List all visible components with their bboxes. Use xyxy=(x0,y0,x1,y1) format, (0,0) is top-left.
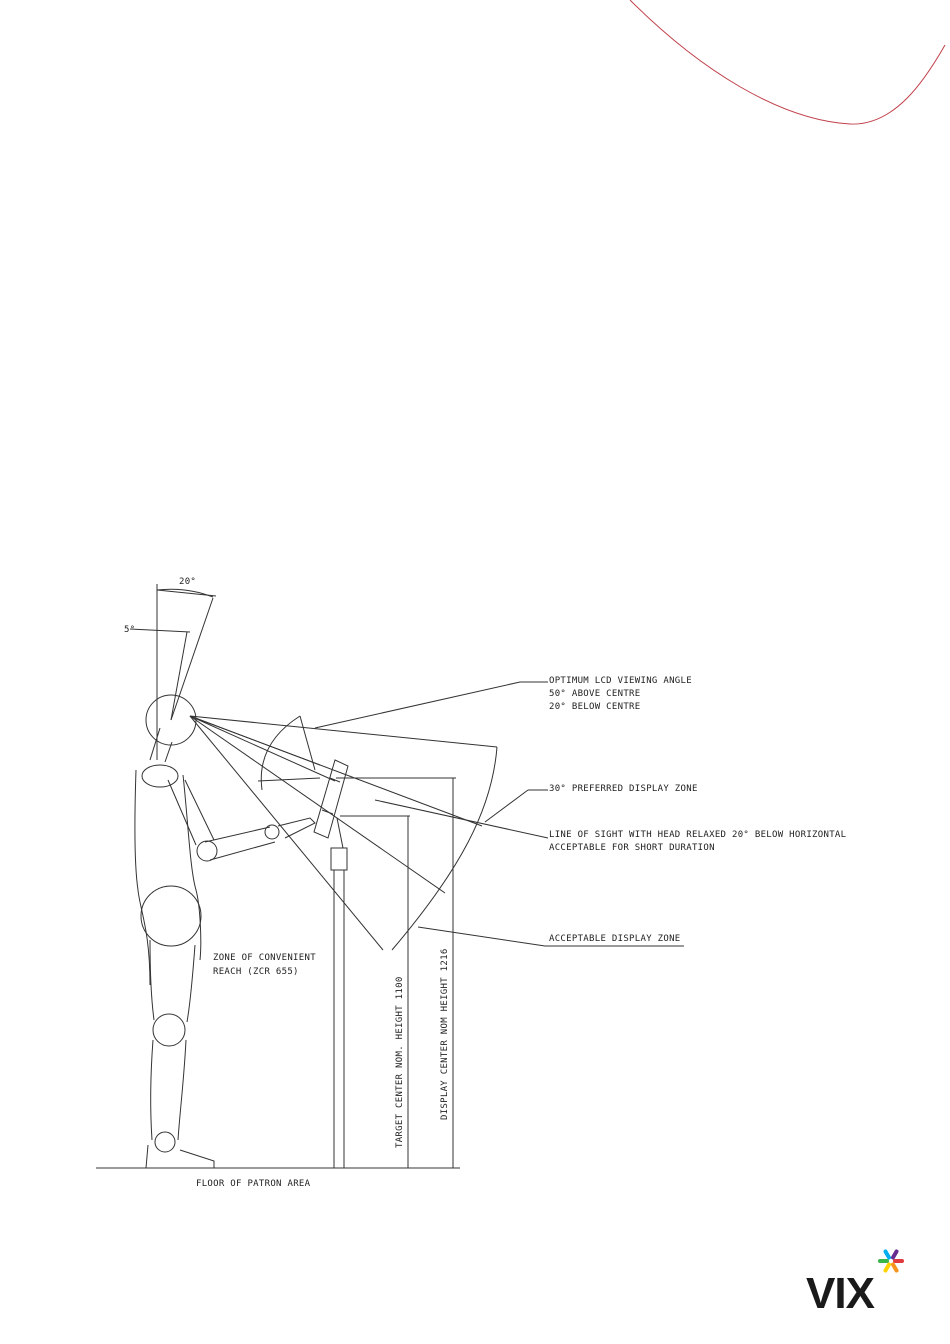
star-petal xyxy=(886,1251,890,1257)
preferred-zone-label: 30° PREFERRED DISPLAY ZONE xyxy=(549,784,698,794)
angle-20-label: 20° xyxy=(179,577,197,587)
floor-label: FLOOR OF PATRON AREA xyxy=(196,1179,311,1189)
optimum-viewing-label-1: OPTIMUM LCD VIEWING ANGLE xyxy=(549,676,692,686)
line-of-sight-label-1: LINE OF SIGHT WITH HEAD RELAXED 20° BELOW HORIZONTAL xyxy=(549,830,847,840)
star-petal xyxy=(893,1264,897,1270)
acceptable-zone-label: ACCEPTABLE DISPLAY ZONE xyxy=(549,934,681,944)
display-height-label: DISPLAY CENTER NOM HEIGHT 1216 xyxy=(440,948,450,1120)
human-figure xyxy=(135,695,315,1168)
star-petal xyxy=(893,1251,897,1257)
optimum-viewing-label-2: 50° ABOVE CENTRE xyxy=(549,689,641,699)
line-of-sight-label-2: ACCEPTABLE FOR SHORT DURATION xyxy=(549,843,715,853)
star-petal xyxy=(886,1264,890,1270)
decorative-curve xyxy=(630,0,945,124)
vix-logo xyxy=(806,1268,906,1318)
target-height-label: TARGET CENTER NOM. HEIGHT 1100 xyxy=(395,976,405,1148)
vix-logo-text: VIX xyxy=(806,1269,874,1318)
vix-star-icon xyxy=(876,1246,906,1276)
kiosk-display xyxy=(314,760,348,1168)
convenient-reach-label-1: ZONE OF CONVENIENT xyxy=(213,953,316,963)
optimum-viewing-label-3: 20° BELOW CENTRE xyxy=(549,702,641,712)
convenient-reach-label-2: REACH (ZCR 655) xyxy=(213,967,299,977)
angle-5-label: 5° xyxy=(124,625,136,635)
